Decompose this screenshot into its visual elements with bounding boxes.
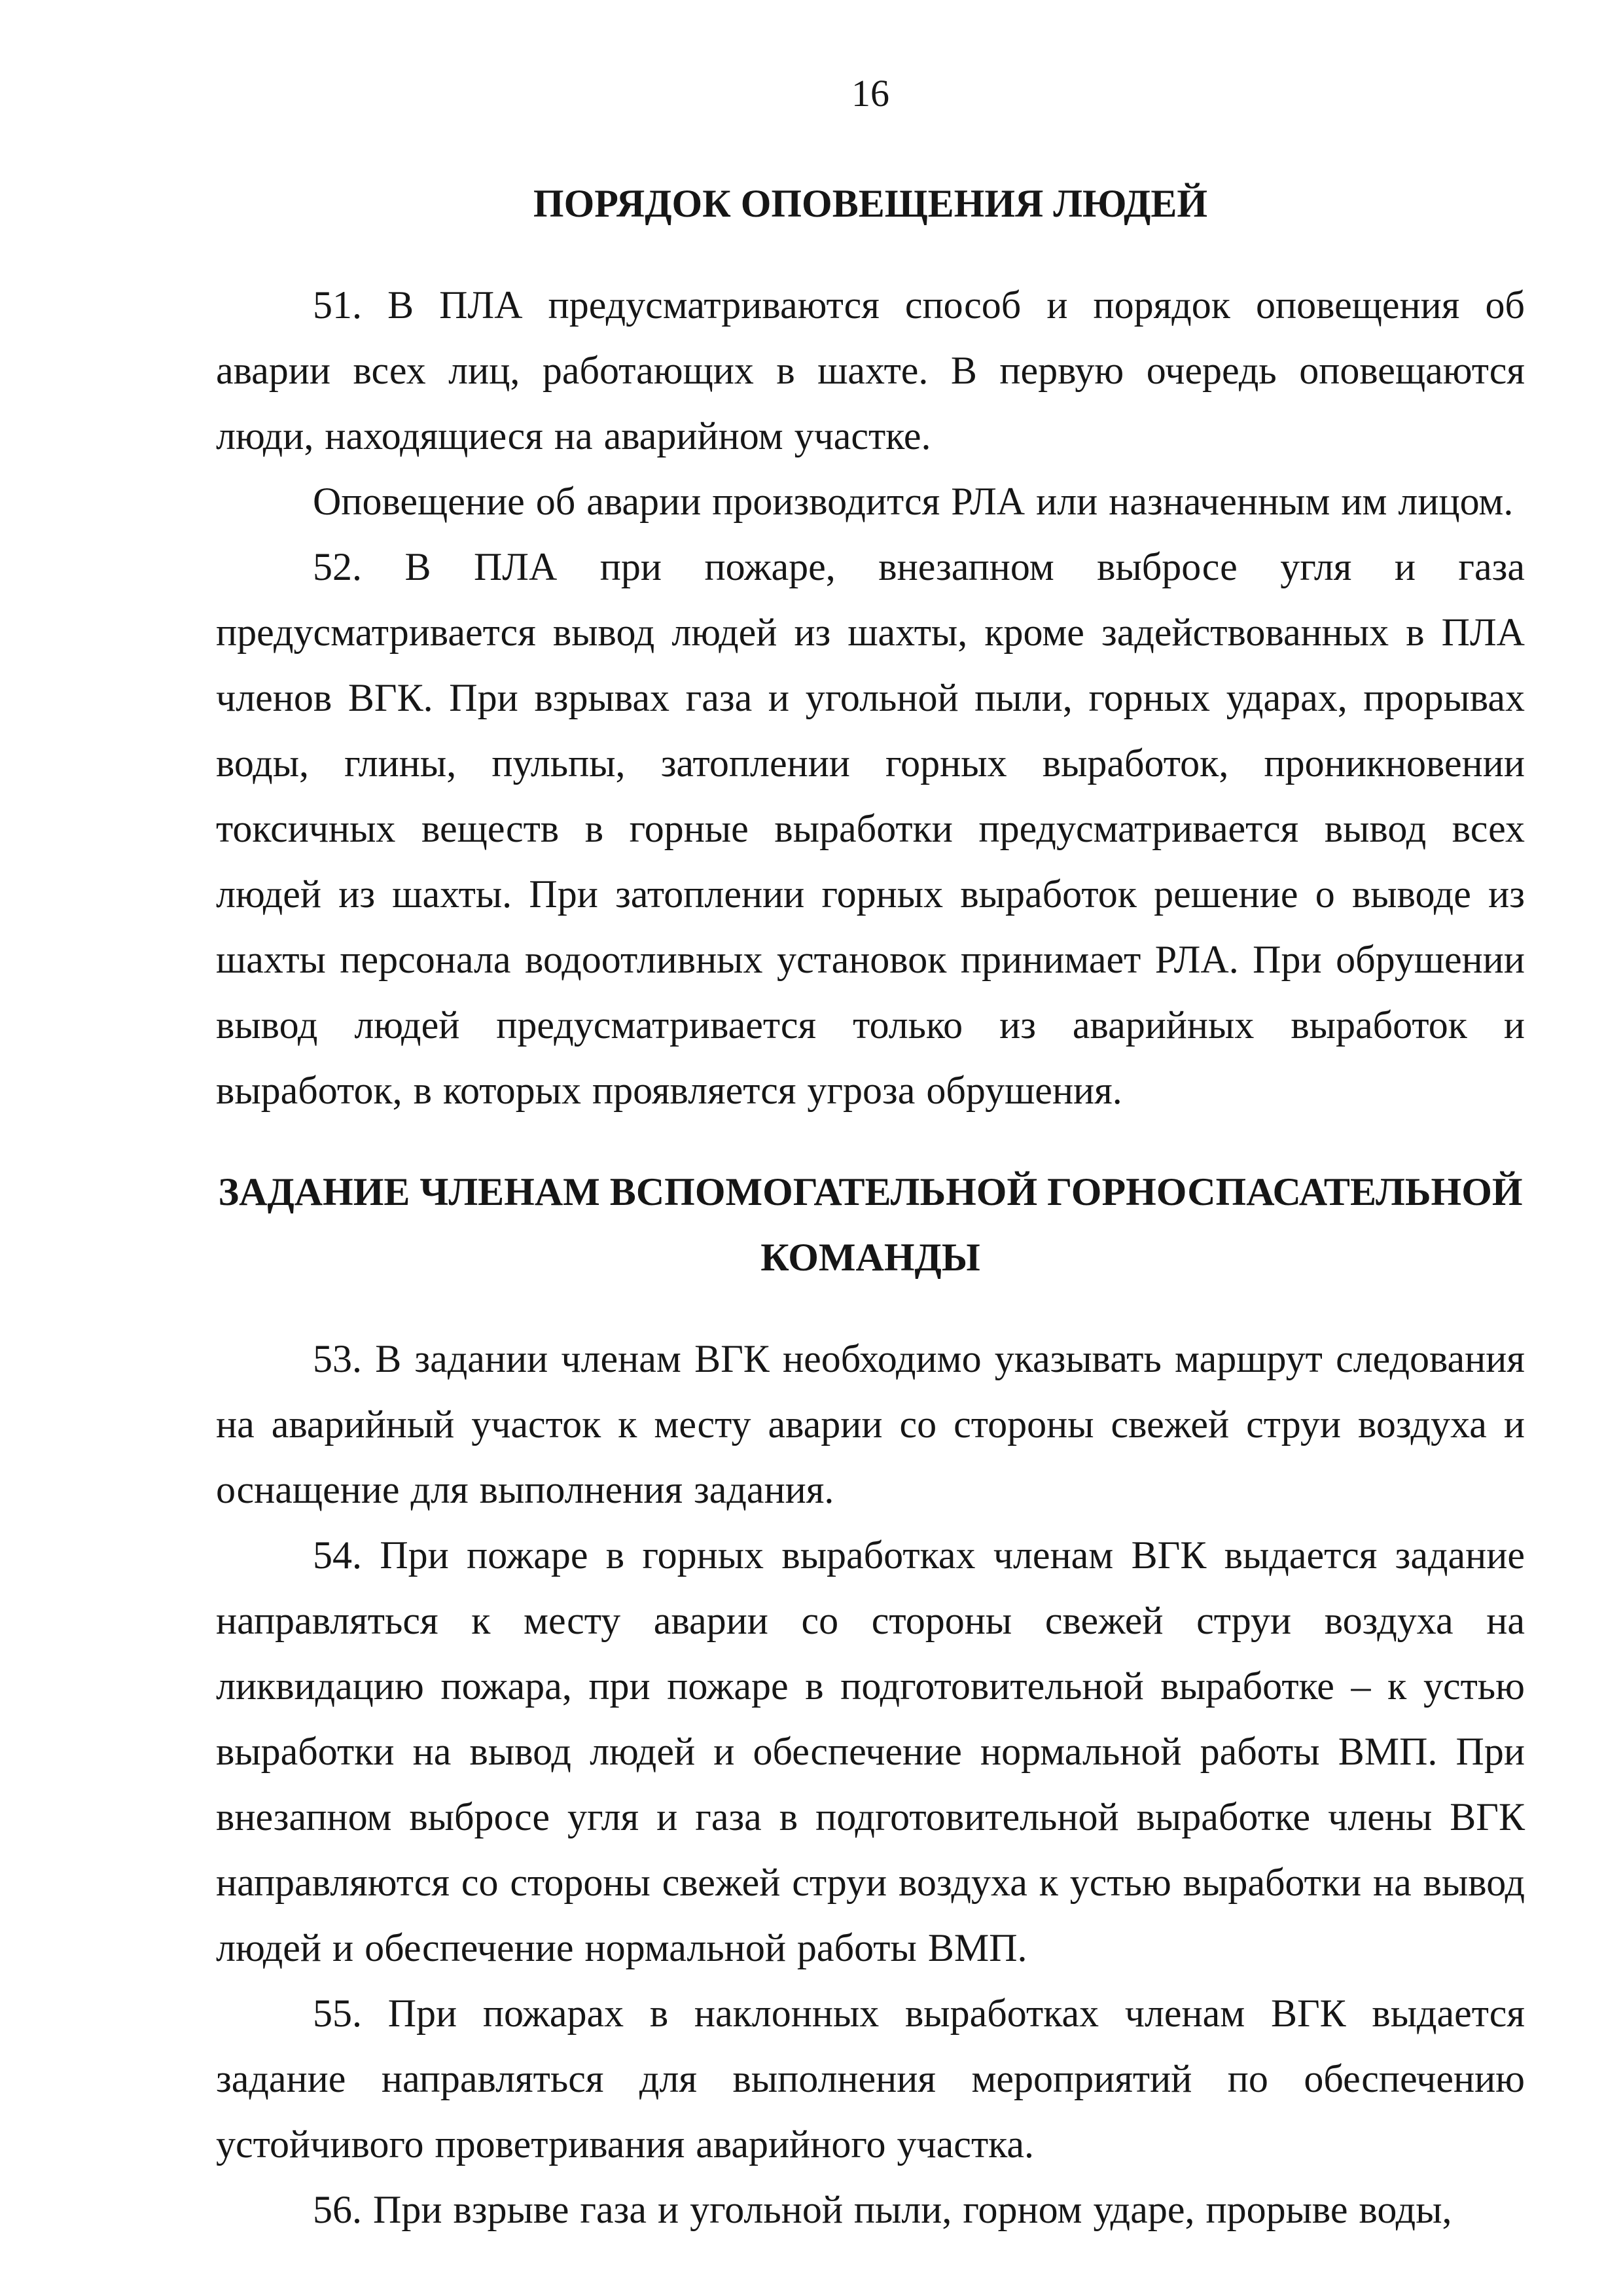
document-content [216,171,1525,2242]
section-heading-notification-order: ПОРЯДОК ОПОВЕЩЕНИЯ ЛЮДЕЙ [533,182,1208,225]
paragraph-53: 53. В задании членам ВГК необходимо указывать маршрут следования на аварийный участок к месту аварии со стороны свежей струи воздуха и оснащение для выполнения задания. [216,1337,1525,1511]
paragraph-54: 54. При пожаре в горных выработках членам ВГК выдается задание направляться к месту аварии со стороны свежей струи воздуха на ликвидацию пожара, при пожаре в подготовительной выработке – к устью выработки на вывод людей и обеспечение нормальной работы ВМП. При внезапном выбросе угля и газа в подготовительной выработке члены ВГК направляются со стороны свежей струи воздуха к устью выработки на вывод людей и обеспечение нормальной работы ВМП. [216,1534,1525,1969]
section-heading-vgk-task: ЗАДАНИЕ ЧЛЕНАМ ВСПОМОГАТЕЛЬНОЙ ГОРНОСПАСАТЕЛЬНОЙ КОМАНДЫ [218,1170,1523,1279]
paragraph-notification-note: Оповещение об аварии производится РЛА или назначенным им лицом. [313,480,1514,523]
paragraph-52: 52. В ПЛА при пожаре, внезапном выбросе угля и газа предусматривается вывод людей из шахты, кроме задействованных в ПЛА членов ВГК. При взрывах газа и угольной пыли, горных ударах, прорывах воды, глины, пульпы, затоплении горных выработок, проникновении токсичных веществ в горные выработки предусматривается вывод всех людей из шахты. При затоплении горных выработок решение о выводе из шахты персонала водоотливных установок принимает РЛА. При обрушении вывод людей предусматривается только из аварийных выработок и выработок, в которых проявляется угроза обрушения. [216,545,1525,1112]
paragraph-51: 51. В ПЛА предусматриваются способ и порядок оповещения об аварии всех лиц, работающих в шахте. В первую очередь оповещаются люди, находящиеся на аварийном участке. [216,283,1525,457]
paragraph-55: 55. При пожарах в наклонных выработках членам ВГК выдается задание направляться для выполнения мероприятий по обеспечению устойчивого проветривания аварийного участка. [216,1992,1525,2166]
page-number: 16 [851,72,889,115]
paragraph-56: 56. При взрыве газа и угольной пыли, горном ударе, прорыве воды, [313,2188,1452,2231]
